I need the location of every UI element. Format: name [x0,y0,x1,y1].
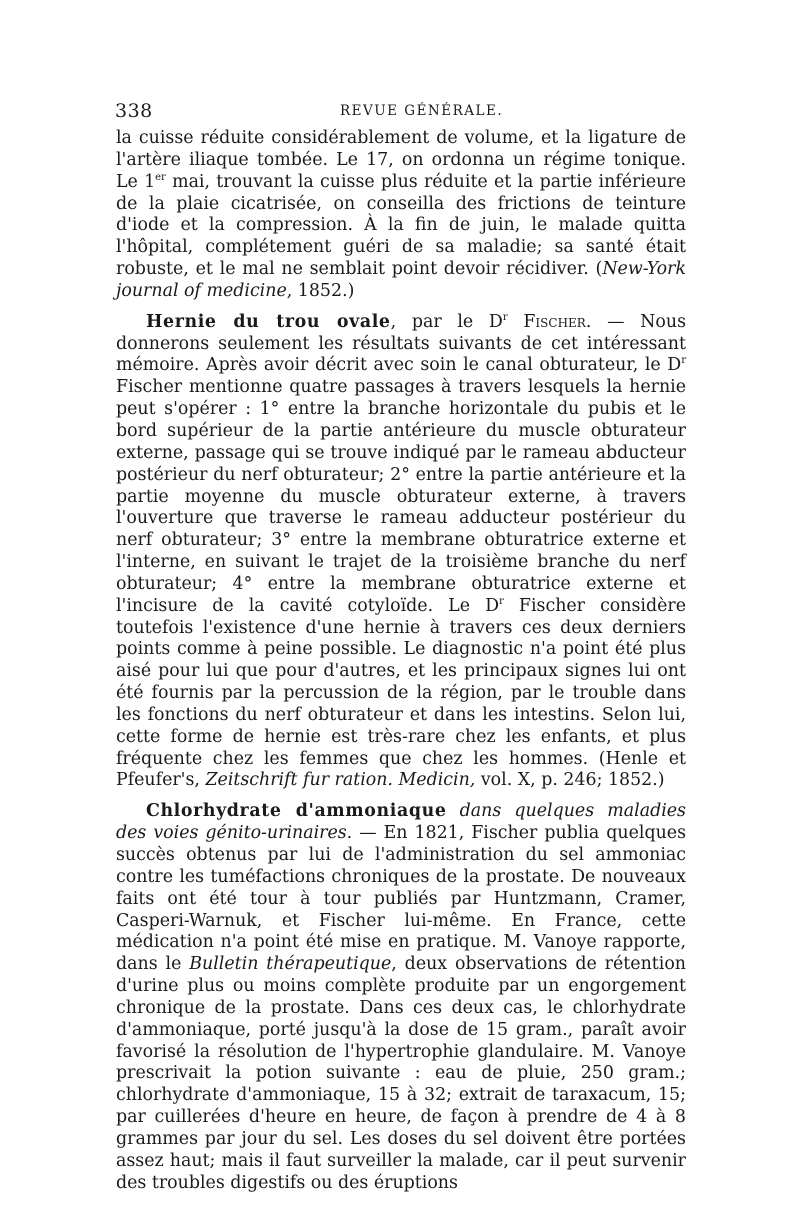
citation-journal: Zeitschrift fur ration. Medicin, [205,770,476,791]
paragraph-text: Fischer considère toutefois l'existence d'une hernie à travers ces deux derniers points comme à peine possible. Le diagnostic n'a point été plus aisé pour lui que pour d'autres, et les principaux signes lui ont été fournis par la percussion de la région, par le trouble dans les fonctions du nerf obturateur et dans les intestins. Selon lui, cette forme de hernie est très-rare chez les enfants, et plus fréquente chez les femmes que chez les hommes. (Henle et Pfeufer's, [116,595,686,791]
superscript: er [155,171,166,183]
paragraph-text: mai, trouvant la cuisse plus réduite et la partie inférieure de la plaie cicatrisée, on conseilla des frictions de teinture d'iode et la compression. À la fin de juin, le malade quitta l'hôpital, complétement guéri de sa maladie; sa santé était robuste, et le mal ne semblait point devoir récidiver. ( [116,171,686,280]
section-title-hernie: Hernie du trou ovale [146,311,391,332]
paragraph-text: Fischer mentionne quatre passages à travers lesquels la hernie peut s'opérer : 1° entre la branche horizontale du pubis et le bord supérieur de la partie antérieure du muscle obturateur externe, passage qui se trouve indiqué par le rameau abducteur postérieur du nerf obturateur; 2° entre la partie antérieure et la partie moyenne du muscle obturateur externe, à travers l'ouverture que traverse le rameau adducteur postérieur du nerf obturateur; 3° entre la membrane obturatrice externe et l'interne, en suivant le trajet de la troisième branche du nerf obturateur; 4° entre la membrane obturatrice externe et l'incisure de la cavité cotyloïde. Le D [116,377,686,616]
paragraph-chlorhydrate [116,801,686,1194]
author-name: Fischer [523,311,586,332]
page-header [115,100,685,126]
running-title: REVUE GÉNÉRALE. [340,103,504,119]
paragraph-gap [116,303,686,312]
paragraph-hernie [116,312,686,793]
paragraph-text: , 1852.) [286,280,355,301]
paragraph-gap [116,792,686,801]
citation-journal: Bulletin thérapeutique [189,954,392,975]
paragraph-text: — En 1821, Fischer publia quelques succès obtenus par lui de l'administration du sel ammoniac contre les tuméfactions chroniques de la prostate. De nouveaux faits ont été tour à tour publiés par Huntzmann, Cramer, Casperi-Warnuk, et Fischer lui-même. En France, cette médication n'a point été mise en pratique. M. Vanoye rapporte, dans le [116,823,687,975]
paragraph-text: . — Nous donnerons seulement les résultats suivants de cet intéressant mémoire. Après avoir décrit avec soin le canal obturateur, le D [116,311,686,376]
section-title-chlorhydrate: Chlorhydrate d'ammoniaque [146,801,447,822]
paragraph-text: , par le D [390,311,503,332]
paragraph-text: , deux observations de rétention d'urine plus ou moins complète produite par un engorgement chronique de la prostate. Dans ces deux cas, le chlorhydrate d'ammoniaque, porté jusqu'à la dose de 15 gram., paraît avoir favorisé la résolution de l'hypertrophie glandulaire. M. Vanoye prescrivait la potion suivante : eau de pluie, 250 gram.; chlorhydrate d'ammoniaque, 15 à 32; extrait de taraxacum, 15; par cuillerées d'heure en heure, de façon à prendre de 4 à 8 grammes par jour du sel. Les doses du sel doivent être portées assez haut; mais il faut surveiller la malade, car il peut survenir des troubles digestifs ou des éruptions [116,954,686,1193]
section-subtitle: dans quelques maladies des voies génito-urinaires. [116,801,686,844]
citation-journal: New-York journal of medicine [116,259,686,301]
paragraph-text: vol. X, p. 246; 1852.) [475,770,665,791]
superscript: r [502,311,508,323]
superscript: r [499,595,504,607]
paragraph-continuation [116,128,686,303]
article-body [116,128,686,1195]
superscript: r [681,355,686,367]
page-number: 338 [115,100,153,122]
paragraph-text: la cuisse réduite considérablement de volume, et la ligature de l'artère iliaque tombée. Le 17, on ordonna un régime tonique. Le 1 [116,128,686,192]
